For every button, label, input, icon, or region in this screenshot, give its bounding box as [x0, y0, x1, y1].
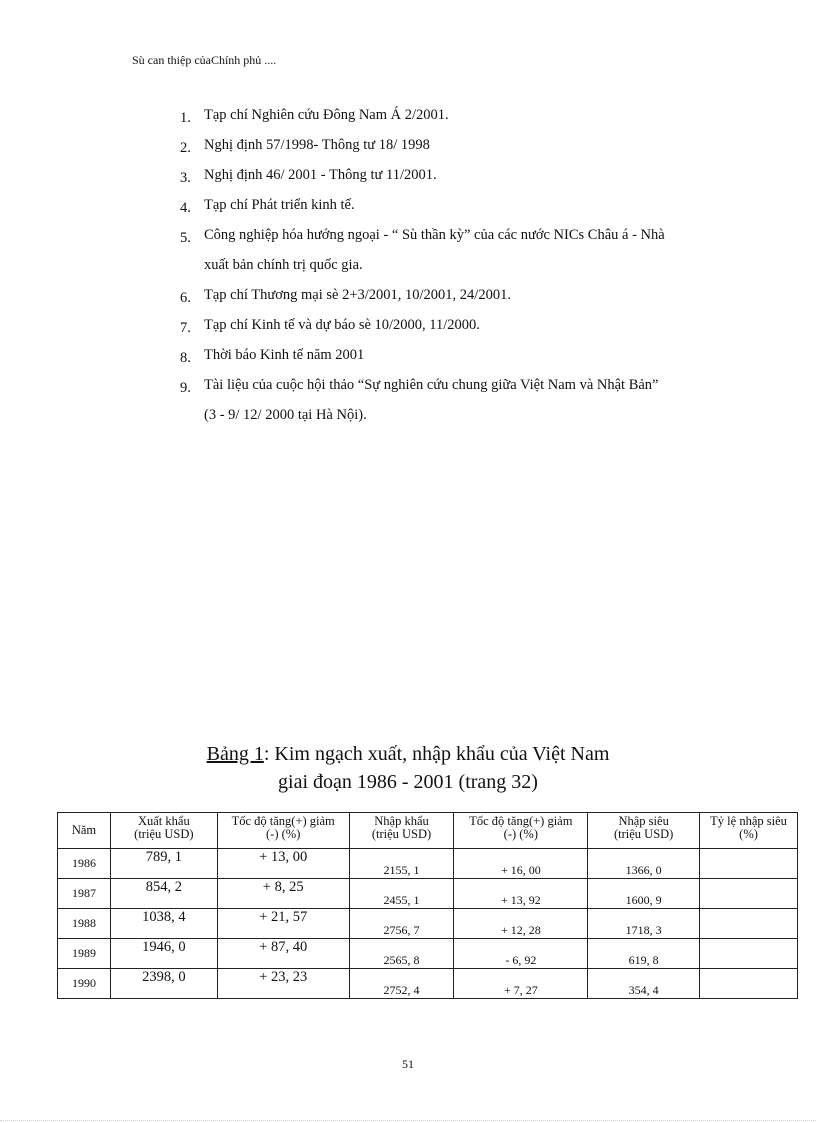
table-cell	[700, 849, 798, 879]
table-title-line2: giai đoạn 1986 - 2001 (trang 32)	[278, 771, 538, 793]
table-cell: + 13, 92	[454, 879, 588, 909]
table-header-row	[58, 813, 798, 849]
reference-text	[204, 310, 740, 340]
column-header	[349, 813, 454, 849]
table-label: Bảng 1	[206, 743, 264, 765]
column-header-line: Năm	[71, 823, 97, 837]
column-header-line: Tỷ lệ nhập siêu	[710, 814, 787, 828]
reference-number: 2.	[180, 140, 191, 156]
table-cell: 2756, 7	[349, 909, 454, 939]
reference-line: (3 - 9/ 12/ 2000 tại Hà Nội).	[204, 407, 367, 423]
reference-number: 9.	[180, 380, 191, 396]
table-cell: + 7, 27	[454, 969, 588, 999]
column-header-line: Nhập khẩu	[374, 814, 429, 828]
reference-item	[180, 340, 740, 370]
reference-item	[180, 220, 740, 280]
reference-number: 5.	[180, 230, 191, 246]
table-row	[58, 969, 798, 999]
column-header-line: (triệu USD)	[371, 827, 432, 841]
reference-item	[180, 190, 740, 220]
column-header	[588, 813, 700, 849]
table-cell: 354, 4	[588, 969, 700, 999]
table-cell: 789, 1	[110, 849, 217, 879]
table-cell	[700, 879, 798, 909]
reference-text	[204, 220, 740, 280]
reference-number: 7.	[180, 320, 191, 336]
reference-item	[180, 370, 740, 430]
reference-line: Tạp chí Thương mại sè 2+3/2001, 10/2001, 24/2001.	[204, 287, 511, 303]
reference-line: xuất bản chính trị quốc gia.	[204, 257, 363, 273]
column-header-line: Xuất khẩu	[137, 814, 190, 828]
table-cell: 1988	[58, 909, 111, 939]
reference-text	[204, 130, 740, 160]
reference-item	[180, 100, 740, 130]
table-row	[58, 879, 798, 909]
reference-text	[204, 100, 740, 130]
reference-number: 4.	[180, 200, 191, 216]
column-header-line: (-) (%)	[503, 827, 539, 841]
table-row	[58, 849, 798, 879]
column-header-line: (triệu USD)	[613, 827, 674, 841]
reference-number: 8.	[180, 350, 191, 366]
table-cell: 2752, 4	[349, 969, 454, 999]
table-cell: + 12, 28	[454, 909, 588, 939]
table-cell: + 8, 25	[217, 879, 349, 909]
reference-number: 1.	[180, 110, 191, 126]
table-cell: + 13, 00	[217, 849, 349, 879]
column-header	[700, 813, 798, 849]
reference-item	[180, 160, 740, 190]
table-cell: - 6, 92	[454, 939, 588, 969]
table-row	[58, 909, 798, 939]
table-cell: 1946, 0	[110, 939, 217, 969]
table-cell: 854, 2	[110, 879, 217, 909]
reference-number: 3.	[180, 170, 191, 186]
table-cell: 1989	[58, 939, 111, 969]
table-cell: + 23, 23	[217, 969, 349, 999]
reference-list	[180, 100, 740, 430]
column-header	[454, 813, 588, 849]
reference-line: Tạp chí Kinh tế và dự báo sè 10/2000, 11/2000.	[204, 317, 480, 333]
table-title-line1	[0, 740, 816, 768]
table-cell: 1986	[58, 849, 111, 879]
trade-table	[57, 812, 798, 999]
reference-item	[180, 280, 740, 310]
table-body	[58, 849, 798, 999]
column-header-line: Tốc độ tăng(+) giảm	[469, 814, 573, 828]
table-cell: 1990	[58, 969, 111, 999]
reference-line: Nghị định 46/ 2001 - Thông tư 11/2001.	[204, 167, 437, 183]
reference-item	[180, 310, 740, 340]
reference-text	[204, 280, 740, 310]
column-header-line: (%)	[739, 827, 758, 841]
column-header	[110, 813, 217, 849]
table-cell	[700, 909, 798, 939]
reference-text	[204, 190, 740, 220]
table-cell: 2455, 1	[349, 879, 454, 909]
table-cell: 619, 8	[588, 939, 700, 969]
table-cell: + 87, 40	[217, 939, 349, 969]
table-cell: 1987	[58, 879, 111, 909]
table-cell: 1038, 4	[110, 909, 217, 939]
table-cell	[700, 969, 798, 999]
column-header	[217, 813, 349, 849]
table-cell: 2565, 8	[349, 939, 454, 969]
column-header-line: (triệu USD)	[134, 827, 194, 841]
table-cell: + 21, 57	[217, 909, 349, 939]
table-cell: 1366, 0	[588, 849, 700, 879]
table-title-text: : Kim ngạch xuất, nhập khẩu của Việt Nam	[263, 743, 610, 765]
reference-line: Tạp chí Nghiên cứu Đông Nam Á 2/2001.	[204, 107, 449, 123]
table-row	[58, 939, 798, 969]
reference-line: Công nghiệp hóa hướng ngoại - “ Sù thần kỳ” của các nước NICs Châu á - Nhà	[204, 227, 665, 243]
page-bottom-rule	[0, 1120, 816, 1121]
column-header	[58, 813, 111, 849]
page-number: 51	[402, 1057, 414, 1071]
table-cell: 2155, 1	[349, 849, 454, 879]
table-cell: + 16, 00	[454, 849, 588, 879]
table-cell: 1718, 3	[588, 909, 700, 939]
reference-line: Tạp chí Phát triển kinh tế.	[204, 197, 355, 213]
reference-text	[204, 370, 740, 430]
running-header: Sù can thiệp củaChính phủ ....	[132, 53, 277, 67]
table-cell	[700, 939, 798, 969]
column-header-line: Nhập siêu	[618, 814, 669, 828]
table-cell: 1600, 9	[588, 879, 700, 909]
reference-item	[180, 130, 740, 160]
reference-line: Thời báo Kinh tế năm 2001	[204, 347, 365, 363]
table-title	[0, 740, 816, 796]
reference-number: 6.	[180, 290, 191, 306]
reference-text	[204, 160, 740, 190]
column-header-line: Tốc độ tăng(+) giảm	[231, 814, 335, 828]
reference-text	[204, 340, 740, 370]
table-cell: 2398, 0	[110, 969, 217, 999]
reference-line: Tài liệu của cuộc hội thảo “Sự nghiên cứu chung giữa Việt Nam và Nhật Bản”	[204, 377, 659, 393]
column-header-line: (-) (%)	[266, 827, 301, 841]
reference-line: Nghị định 57/1998- Thông tư 18/ 1998	[204, 137, 430, 153]
